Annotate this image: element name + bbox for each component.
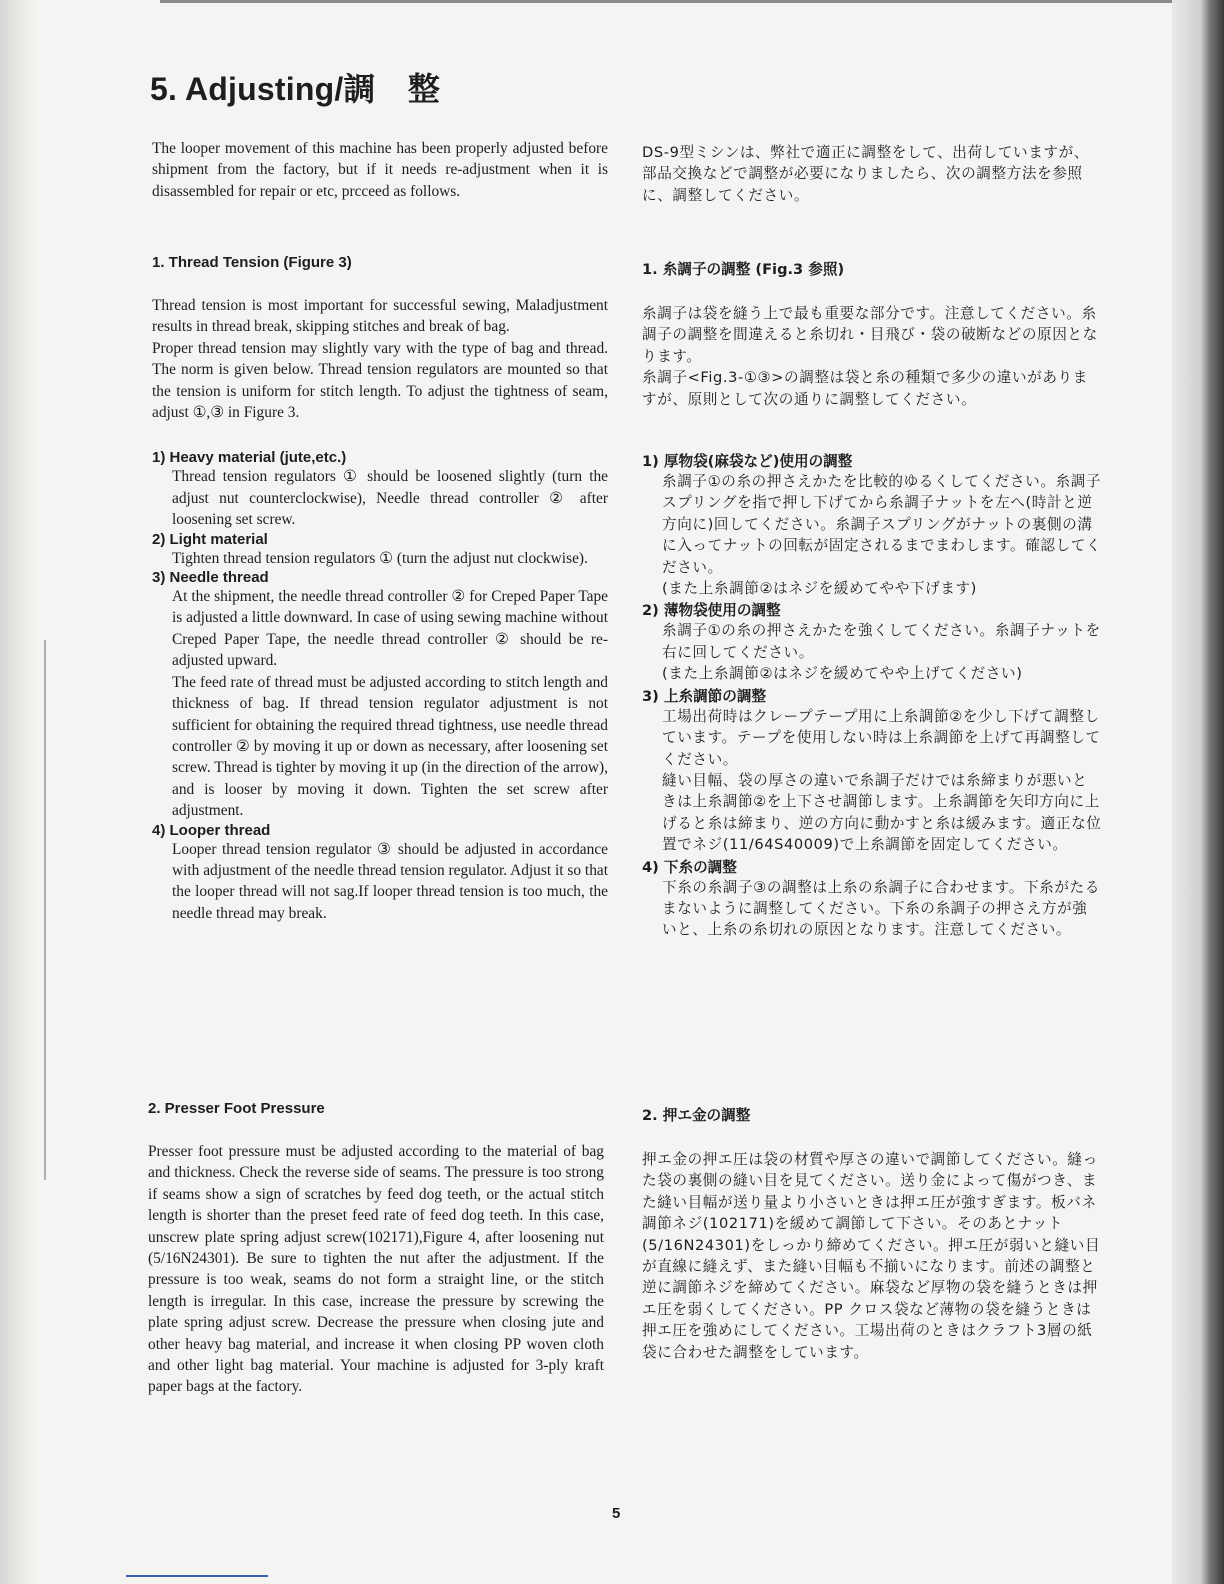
item-text: 縫い目幅、袋の厚さの違いで糸調子だけでは糸締まりが悪いときは上糸調節②を上下させ調節します。上糸調節を矢印方向に上げると糸は締まり、逆の方向に動かすと糸は緩みます。適正な位置でネジ(11/64S40009)で上糸調節を固定してください。 xyxy=(662,771,1102,854)
item-note: (また上糸調節②はネジを緩めてやや上げてください) xyxy=(662,665,1023,683)
item-heavy-material-en xyxy=(152,449,608,530)
item-needle-thread-en xyxy=(152,569,608,821)
scan-edge-right xyxy=(1172,0,1224,1584)
item-label: 2) Light material xyxy=(152,530,268,548)
item-text: Thread tension regulators ① should be loosened slightly (turn the adjust nut counterclockwise), Needle thread controller ② after loosening set screw. xyxy=(172,468,608,529)
item-text: At the shipment, the needle thread controller ② for Creped Paper Tape is adjusted a little downward. In case of using sewing machine without Creped Paper Tape, the needle thread controller ② should be re-adjusted upward. xyxy=(172,588,608,670)
item-text: 糸調子①の糸の押さえかたを強くしてください。糸調子ナットを右に回してください。 xyxy=(662,622,1101,661)
page-number: 5 xyxy=(612,1505,621,1522)
item-needle-thread-jp xyxy=(642,685,1102,856)
item-heavy-material-jp xyxy=(642,450,1102,599)
item-looper-thread-en xyxy=(152,822,608,925)
section-presser-foot-heading-jp: 2. 押エ金の調整 xyxy=(642,1107,751,1124)
thread-tension-para1-jp: 糸調子は袋を縫う上で最も重要な部分です。注意してください。糸調子の調整を間違えると糸切れ・目飛び・袋の破断などの原因となります。 xyxy=(642,305,1098,365)
presser-foot-para-en: Presser foot pressure must be adjusted according to the material of bag and thickness. Check the reverse side of seams. The pressure is too strong if seams show a sign of scratches by feed dog teeth, or the actual stitch length is shorter than the preset feed rate of feed dog teeth. In this case, unscrew plate spring adjust screw(102171),Figure 4, after loosening nut (5/16N24301). Be sure to tighten the nut after the adjustment. If the pressure is too weak, seams do not form a straight line, or the stitch length is irregular. In this case, increase the pressure by screwing the plate spring adjust screw. Decrease the pressure when closing jute and other heavy bag material, and increase it when closing PP woven cloth and other light bag material. Your machine is adjusted for 3-ply kraft paper bags at the factory. xyxy=(148,1143,604,1396)
item-label: 3) Needle thread xyxy=(152,569,269,587)
item-note: (また上糸調節②はネジを緩めてやや下げます) xyxy=(662,580,977,598)
section-presser-foot-heading-en: 2. Presser Foot Pressure xyxy=(148,1100,325,1117)
item-light-material-jp xyxy=(642,599,1102,684)
thread-tension-para2-en: Proper thread tension may slightly vary with the type of bag and thread. The norm is given below. Thread tension regulators are mounted so that the tension is uniform for stitch length. To adjust the tightness of seam, adjust ①,③ in Figure 3. xyxy=(152,339,608,422)
section-thread-tension-heading-en: 1. Thread Tension (Figure 3) xyxy=(152,254,352,271)
scan-artifact-line xyxy=(44,640,46,1180)
thread-tension-para1-en: Thread tension is most important for successful sewing, Maladjustment results in thread break, skipping stitches and break of bag. xyxy=(152,297,608,336)
item-label: 4) Looper thread xyxy=(152,821,271,839)
intro-jp: DS-9型ミシンは、弊社で適正に調整をして、出荷していますが、部品交換などで調整が必要になりましたら、次の調整方法を参照に、調整してください。 xyxy=(642,144,1090,204)
item-label: 3) 上糸調節の調整 xyxy=(642,687,767,705)
thread-tension-para2-jp: 糸調子<Fig.3-①③>の調整は袋と糸の種類で多少の違いがありますが、原則として次の通りに調整してください。 xyxy=(642,369,1088,408)
item-label: 4) 下糸の調整 xyxy=(642,858,737,876)
intro-en: The looper movement of this machine has been properly adjusted before shipment from the factory, but if it needs re-adjustment when it is disassembled for repair or etc, prcceed as follows. xyxy=(152,140,608,200)
japanese-column-section2 xyxy=(642,1104,1102,1363)
scan-edge-top xyxy=(160,0,1180,3)
english-column-section2 xyxy=(148,1100,604,1398)
item-label: 1) 厚物袋(麻袋など)使用の調整 xyxy=(642,453,853,471)
english-column xyxy=(152,138,608,924)
japanese-column xyxy=(642,142,1102,941)
scan-edge-left xyxy=(0,0,40,1584)
presser-foot-para-jp: 押エ金の押エ圧は袋の材質や厚さの違いで調節してください。縫った袋の裏側の縫い目を見てください。送り金によって傷がつき、また縫い目幅が送り量より小さいときは押エ圧が強すぎます。板バネ調節ネジ(102171)を緩めて調節して下さい。そのあとナット(5/16N24301)をしっかり締めてください。押エ圧が弱いと縫い目が直線に縫えず、また縫い目幅も不揃いになります。前述の調整と逆に調節ネジを締めてください。麻袋など厚物の袋を縫うときは押エ圧を弱くしてください。PP クロス袋など薄物の袋を縫うときは押エ圧を強めにしてください。工場出荷のときはクラフト3層の紙袋に合わせた調整をしています。 xyxy=(642,1151,1101,1361)
item-label: 1) Heavy material (jute,etc.) xyxy=(152,449,347,467)
item-text: The feed rate of thread must be adjusted according to stitch length and thickness of bag. If thread tension regulator adjustment is not sufficient for obtaining the required thread tightness, use needle thread controller ② by moving it up or down as necessary, after loosening set screw. Thread is tighter by moving it up (in the direction of the arrow), and is looser by moving it down. Tighten the set screw after adjustment. xyxy=(172,673,608,820)
section-thread-tension-heading-jp: 1. 糸調子の調整 (Fig.3 参照) xyxy=(642,261,845,278)
scan-artifact-underline xyxy=(126,1575,268,1577)
page-title: 5. Adjusting/調 整 xyxy=(150,71,441,107)
item-text: 糸調子①の糸の押さえかたを比較的ゆるくしてください。糸調子スプリングを指で押し下げてから糸調子ナットを左へ(時計と逆方向に)回してください。糸調子スプリングがナットの裏側の溝に入ってナットの回転が固定されるまでまわします。確認してください。 xyxy=(662,473,1102,576)
item-text: Looper thread tension regulator ③ should be adjusted in accordance with adjustment of the needle thread tension regulator. Adjust it so that the looper thread will not sag.If looper thread tension is too much, the needle thread may break. xyxy=(172,840,608,922)
item-looper-thread-jp xyxy=(642,856,1102,941)
item-label: 2) 薄物袋使用の調整 xyxy=(642,602,781,620)
item-text: 工場出荷時はクレープテープ用に上糸調節②を少し下げて調整しています。テープを使用しない時は上糸調節を上げて再調整してください。 xyxy=(662,707,1101,768)
item-text: 下糸の糸調子③の調整は上糸の糸調子に合わせます。下糸がたるまないように調整してください。下糸の糸調子の押さえ方が強いと、上糸の糸切れの原因となります。注意してください。 xyxy=(662,878,1100,939)
item-light-material-en xyxy=(152,531,608,569)
item-text: Tighten thread tension regulators ① (turn the adjust nut clockwise). xyxy=(172,549,588,567)
